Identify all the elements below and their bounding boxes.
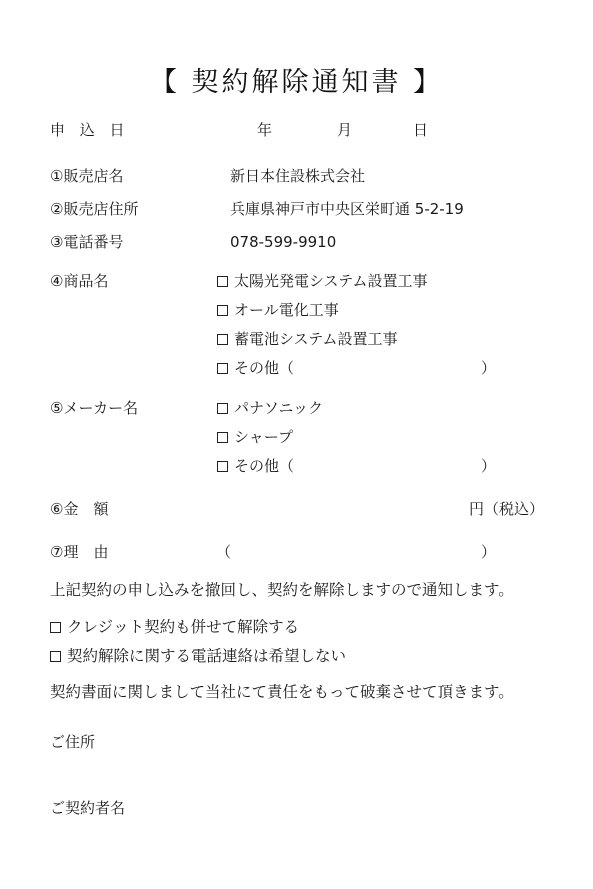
credit-cancel-check[interactable]: クレジット契約も併せて解除する: [50, 618, 299, 636]
checkbox[interactable]: [217, 276, 228, 287]
seller-phone-label: ③電話番号: [50, 233, 124, 251]
checkbox[interactable]: [50, 622, 61, 633]
seller-address: 兵庫県神戸市中央区栄町通 5-2-19: [230, 200, 464, 218]
checkbox[interactable]: [50, 651, 61, 662]
product-label: ④商品名: [50, 272, 109, 290]
reason-close: ）: [481, 543, 497, 561]
year-label: 年: [257, 121, 273, 139]
maker-option-other[interactable]: その他（: [217, 457, 294, 475]
contractor-name-label: ご契約者名: [50, 799, 126, 817]
seller-phone: 078-599-9910: [230, 233, 337, 251]
checkbox[interactable]: [217, 461, 228, 472]
amount-label: ⑥金 額: [50, 500, 109, 518]
withdrawal-statement: 上記契約の申し込みを撤回し、契約を解除しますので通知します。: [50, 581, 514, 599]
amount-suffix: 円（税込）: [469, 500, 545, 518]
reason-open: （: [216, 543, 232, 561]
application-date-label: 申 込 日: [50, 121, 130, 139]
address-label: ご住所: [50, 733, 96, 751]
product-option[interactable]: オール電化工事: [217, 301, 339, 319]
month-label: 月: [337, 121, 353, 139]
no-phone-contact-check[interactable]: 契約解除に関する電話連絡は希望しない: [50, 647, 346, 665]
product-other-close: ）: [481, 359, 497, 377]
checkbox[interactable]: [217, 363, 228, 374]
product-option[interactable]: 太陽光発電システム設置工事: [217, 272, 428, 290]
checkbox[interactable]: [217, 305, 228, 316]
checkbox[interactable]: [217, 432, 228, 443]
checkbox[interactable]: [217, 334, 228, 345]
reason-label: ⑦理 由: [50, 543, 109, 561]
seller-address-label: ②販売店住所: [50, 200, 139, 218]
checkbox[interactable]: [217, 403, 228, 414]
seller-name-label: ①販売店名: [50, 167, 124, 185]
maker-label: ⑤メーカー名: [50, 399, 139, 417]
maker-option[interactable]: シャープ: [217, 428, 293, 446]
maker-other-close: ）: [481, 457, 497, 475]
disposal-note: 契約書面に関しまして当社にて責任をもって破棄させて頂きます。: [50, 683, 514, 701]
page-title: 【 契約解除通知書 】: [149, 67, 444, 98]
product-option-other[interactable]: その他（: [217, 359, 294, 377]
product-option[interactable]: 蓄電池システム設置工事: [217, 330, 398, 348]
maker-option[interactable]: パナソニック: [217, 399, 323, 417]
day-label: 日: [413, 121, 429, 139]
seller-name: 新日本住設株式会社: [230, 167, 366, 185]
